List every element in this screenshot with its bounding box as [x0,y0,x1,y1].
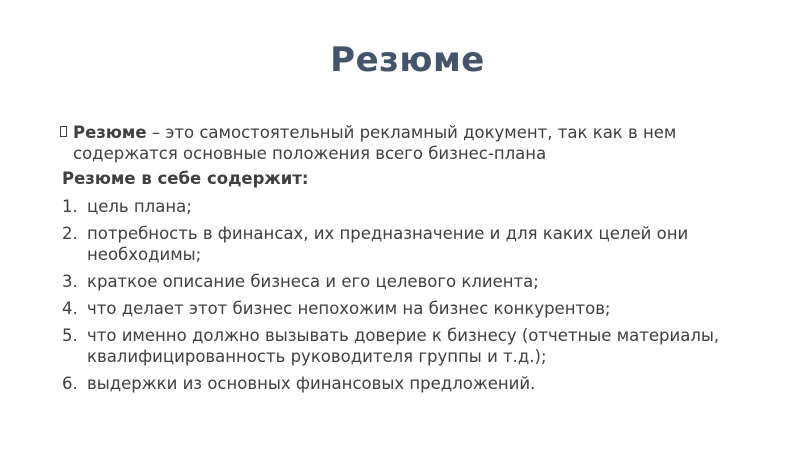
bullet-box-icon [60,126,67,137]
list-item [62,196,752,217]
list-heading: Резюме в себе содержит: [62,169,309,188]
item-text: что делает этот бизнес непохожим на бизнес конкурентов; [87,299,611,318]
list-item [62,271,752,292]
item-text: что именно должно вызывать доверие к бизнесу (отчетные материалы, квалифицированность руководителя группы и т.д.); [87,326,720,366]
list-item [62,373,752,394]
item-number: 4. [62,299,78,318]
slide-title: Резюме [330,40,485,80]
list-item [62,298,752,319]
item-number: 5. [62,326,78,345]
item-number: 2. [62,224,78,243]
list-item [62,325,752,367]
item-number: 3. [62,272,78,291]
list-item [62,223,752,265]
item-number: 6. [62,374,78,393]
item-text: краткое описание бизнеса и его целевого клиента; [87,272,539,291]
item-text: потребность в финансах, их предназначение и для каких целей они необходимы; [87,224,689,264]
intro-bold-term: Резюме [73,123,147,142]
intro-paragraph [62,122,752,164]
item-text: цель плана; [87,197,192,216]
slide-body [62,122,752,400]
intro-text-line2: содержатся основные положения всего бизнес-плана [73,144,547,163]
intro-text: – это самостоятельный рекламный документ, так как в нем [146,123,677,142]
item-number: 1. [62,197,78,216]
numbered-list [62,196,752,394]
item-text: выдержки из основных финансовых предложений. [87,374,536,393]
